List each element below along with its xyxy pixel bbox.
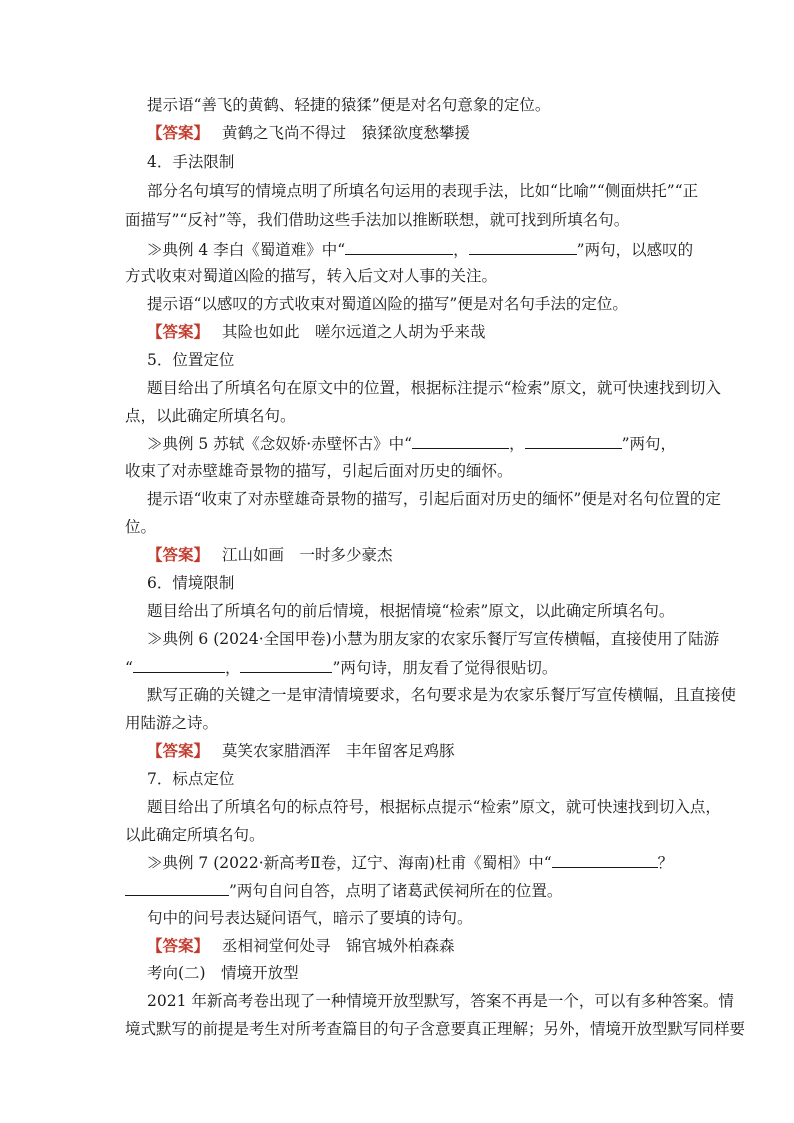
answer-text: 黄鹤之飞尚不得过 猿猱欲度愁攀援 <box>221 124 470 142</box>
paragraph-line: 2021 年新高考卷出现了一种情境开放型默写，答案不再是一个，可以有多种答案。情 <box>147 992 734 1010</box>
answer-tag: 【答案】 <box>147 936 210 955</box>
fill-blank <box>469 239 577 255</box>
tip-line: 句中的问号表达疑问语气，暗示了要填的诗句。 <box>147 909 473 927</box>
answer-line <box>147 322 485 342</box>
fill-blank <box>525 433 622 449</box>
paragraph-line: 题目给出了所填名句的前后情境，根据情境“检索”原文，以此确定所填名句。 <box>147 602 675 620</box>
example-line <box>125 657 557 677</box>
answer-text: 丞相祠堂何处寻 锦官城外柏森森 <box>221 937 455 955</box>
example-text: ≫典例 7 (2022·新高考Ⅱ卷，辽宁、海南)杜甫《蜀相》中“ <box>147 854 552 872</box>
paragraph-line: 以此确定所填名句。 <box>125 826 265 844</box>
example-text: ， <box>224 659 241 677</box>
example-text: ， <box>453 241 469 259</box>
example-text: ≫典例 5 苏轼《念奴娇·赤壁怀古》中“ <box>147 435 413 453</box>
fill-blank <box>240 657 332 673</box>
fill-blank <box>133 657 225 673</box>
answer-tag: 【答案】 <box>147 545 210 564</box>
example-text: ”两句， <box>621 435 677 453</box>
tip-line: 位。 <box>125 518 157 536</box>
answer-text: 莫笑农家腊酒浑 丰年留客足鸡豚 <box>221 742 455 760</box>
tip-line: 提示语“善飞的黄鹤、轻捷的猿猱”便是对名句意象的定位。 <box>147 96 551 114</box>
answer-line <box>147 123 470 143</box>
section-heading: 7．标点定位 <box>147 770 235 788</box>
section-heading: 5．位置定位 <box>147 351 235 369</box>
example-line <box>125 880 562 900</box>
answer-text: 其险也如此 嗟尔远道之人胡为乎来哉 <box>221 323 486 341</box>
example-line: 收束了对赤壁雄奇景物的描写，引起后面对历史的缅怀。 <box>125 462 513 480</box>
paragraph-line: 部分名句填写的情境点明了所填名句运用的表现手法，比如“比喻”“侧面烘托”“正 <box>147 182 699 200</box>
tip-line: 提示语“收束了对赤壁雄奇景物的描写，引起后面对历史的缅怀”便是对名句位置的定 <box>147 490 721 508</box>
example-line: ≫典例 6 (2024·全国甲卷)小慧为朋友家的农家乐餐厅写宣传横幅，直接使用了陆游 <box>147 630 720 648</box>
paragraph-line: 面描写”“反衬”等，我们借助这些手法加以推断联想，就可找到所填名句。 <box>125 211 630 229</box>
fill-blank <box>345 239 453 255</box>
answer-tag: 【答案】 <box>147 123 210 142</box>
tip-line: 默写正确的关键之一是审清情境要求，名句要求是为农家乐餐厅写宣传横幅，且直接使 <box>147 686 737 704</box>
example-text: ？ <box>657 854 674 872</box>
example-text: ， <box>509 435 525 453</box>
section-heading: 考向(二) 情境开放型 <box>147 964 299 982</box>
paragraph-line: 题目给出了所填名句在原文中的位置，根据标注提示“检索”原文，就可快速找到切入 <box>147 379 721 397</box>
section-heading: 4．手法限制 <box>147 153 235 171</box>
answer-line <box>147 545 392 565</box>
fill-blank <box>552 852 658 868</box>
example-line <box>147 852 673 872</box>
tip-line: 提示语“以感叹的方式收束对蜀道凶险的描写”便是对名句手法的定位。 <box>147 295 628 313</box>
example-line: 方式收束对蜀道凶险的描写，转入后文对人事的关注。 <box>125 267 498 285</box>
example-text: “ <box>125 659 133 677</box>
answer-tag: 【答案】 <box>147 322 210 341</box>
example-line <box>147 239 693 259</box>
example-text: ”两句自问自答，点明了诸葛武侯祠所在的位置。 <box>229 882 563 900</box>
fill-blank <box>412 433 509 449</box>
section-heading: 6．情境限制 <box>147 574 235 592</box>
example-line <box>147 433 676 453</box>
paragraph-line: 点，以此确定所填名句。 <box>125 407 296 425</box>
example-text: ”两句诗，朋友看了觉得很贴切。 <box>332 659 558 677</box>
fill-blank <box>125 880 229 896</box>
answer-tag: 【答案】 <box>147 741 210 760</box>
paragraph-line: 题目给出了所填名句的标点符号，根据标点提示“检索”原文，就可快速找到切入点， <box>147 798 721 816</box>
tip-line: 用陆游之诗。 <box>125 714 219 732</box>
example-text: ≫典例 4 李白《蜀道难》中“ <box>147 241 346 259</box>
paragraph-line: 境式默写的前提是考生对所考查篇目的句子含意要真正理解；另外，情境开放型默写同样要 <box>125 1020 746 1038</box>
answer-line <box>147 741 454 761</box>
answer-text: 江山如画 一时多少豪杰 <box>221 546 393 564</box>
example-text: ”两句，以感叹的 <box>576 241 694 259</box>
answer-line <box>147 936 454 956</box>
